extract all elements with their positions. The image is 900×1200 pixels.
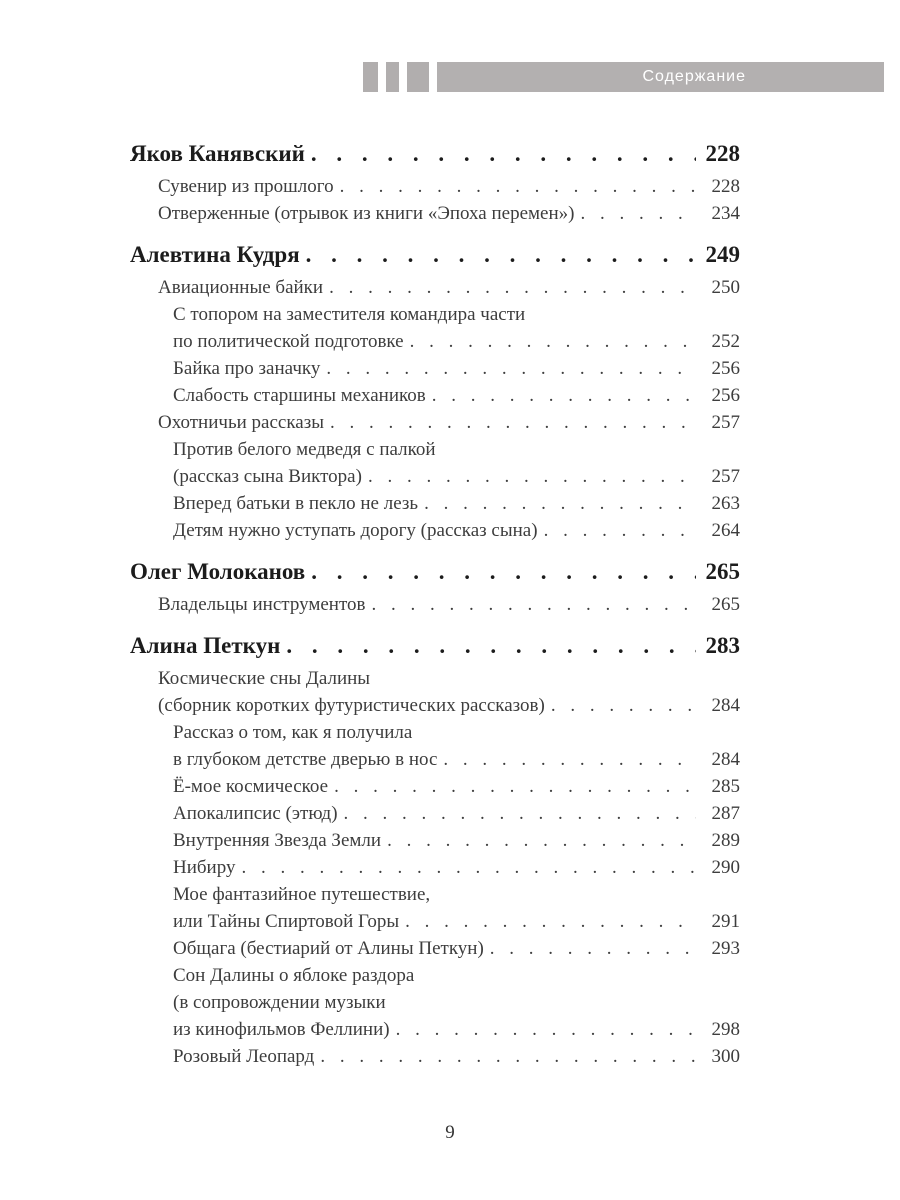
toc-entry-title: (в сопровождении музыки [173,992,386,1013]
toc-row [130,827,740,854]
dot-leader [574,200,696,227]
toc-entry-page: 265 [705,559,740,584]
toc-entry-title: Яков Канявский [130,141,305,166]
toc-row [130,773,740,800]
page-header-title: Содержание [642,68,746,85]
page-number: 9 [445,1122,455,1143]
dot-leader [390,1016,696,1043]
toc-row [130,1043,740,1070]
toc-row [130,382,740,409]
toc-entry-page: 264 [711,520,740,541]
toc-entry-page: 287 [711,803,740,824]
toc-entry-page: 234 [711,203,740,224]
toc-row [130,274,740,301]
toc-entry-title: из кинофильмов Феллини) [173,1019,390,1040]
toc-entry-title: (сборник коротких футуристических рассказов) [158,695,545,716]
toc-row [130,301,740,328]
toc-entry-page: 256 [711,385,740,406]
dot-leader [320,355,696,382]
dot-leader [484,935,696,962]
toc-entry-page: 263 [711,493,740,514]
toc-row [130,908,740,935]
dot-leader [545,692,696,719]
toc-entry-title: Владельцы инструментов [158,594,366,615]
toc-row [130,800,740,827]
toc-entry-page: 293 [711,938,740,959]
header-bar-main [437,62,884,92]
toc-entry-page: 252 [711,331,740,352]
toc-entry-title: Охотничьи рассказы [158,412,324,433]
dot-leader [538,517,696,544]
toc-entry-page: 298 [711,1019,740,1040]
toc-entry-title: Рассказ о том, как я получила [173,722,413,743]
toc-row [130,962,740,989]
toc-entry-title: Олег Молоканов [130,559,306,584]
toc-row [130,200,740,227]
toc-row [130,139,740,169]
toc-row [130,1016,740,1043]
toc-entry-title: или Тайны Спиртовой Горы [173,911,400,932]
toc-row [130,989,740,1016]
dot-leader [437,746,696,773]
toc-row [130,409,740,436]
toc-entry-title: Байка про заначку [173,358,321,379]
dot-leader [404,328,696,355]
dot-leader [426,382,696,409]
toc-row [130,631,740,661]
toc-entry-title: Розовый Леопард [173,1046,315,1067]
toc-entry-title: Ё-мое космическое [173,776,329,797]
toc-row [130,881,740,908]
toc-entry-title: С топором на заместителя командира части [173,304,526,325]
toc-entry-title: Алевтина Кудря [130,242,300,267]
toc-entry-title: в глубоком детстве дверью в нос [173,749,438,770]
toc-row [130,719,740,746]
dot-leader [314,1043,696,1070]
toc-entry-page: 256 [711,358,740,379]
header-bar-segment-1 [363,62,378,92]
toc-entry-title: Алина Петкун [130,633,281,658]
toc-entry-title: Космические сны Далины [158,668,371,689]
toc-list [130,126,740,1070]
toc-entry-title: Слабость старшины механиков [173,385,426,406]
toc-entry-title: Против белого медведя с палкой [173,439,436,460]
dot-leader [362,463,696,490]
dot-leader [235,854,696,881]
dot-leader [324,409,696,436]
toc-entry-page: 283 [705,633,740,658]
page-header-bar [363,62,884,92]
toc-row [130,557,740,587]
toc-entry-page: 291 [711,911,740,932]
toc-entry-title: Вперед батьки в пекло не лезь [173,493,419,514]
toc-entry-title: Внутренняя Звезда Земли [173,830,382,851]
header-bar-segment-3 [407,62,429,92]
toc-entry-title: Апокалипсис (этюд) [173,803,338,824]
toc-row [130,746,740,773]
toc-entry-page: 285 [711,776,740,797]
toc-entry-title: Сон Далины о яблоке раздора [173,965,415,986]
toc-row [130,240,740,270]
toc-entry-page: 284 [711,695,740,716]
toc-entry-title: Мое фантазийное путешествие, [173,884,431,905]
toc-entry-page: 284 [711,749,740,770]
toc-entry-page: 250 [711,277,740,298]
toc-entry-page: 228 [705,141,740,166]
toc-row [130,463,740,490]
toc-entry-page: 289 [711,830,740,851]
toc-row [130,328,740,355]
toc-row [130,490,740,517]
toc-entry-page: 290 [711,857,740,878]
dot-leader [338,800,696,827]
dot-leader [305,557,696,587]
dot-leader [334,173,696,200]
toc-entry-page: 300 [711,1046,740,1067]
toc-row [130,854,740,881]
toc-entry-title: Детям нужно уступать дорогу (рассказ сына) [173,520,538,541]
dot-leader [328,773,696,800]
dot-leader [280,631,696,661]
toc-entry-title: Сувенир из прошлого [158,176,334,197]
toc-entry-title: Авиационные байки [158,277,324,298]
toc-row [130,591,740,618]
toc-row [130,173,740,200]
dot-leader [381,827,696,854]
toc-entry-title: по политической подготовке [173,331,404,352]
toc-row [130,517,740,544]
toc-row [130,436,740,463]
toc-row [130,355,740,382]
dot-leader [399,908,696,935]
toc-row [130,692,740,719]
toc-entry-title: (рассказ сына Виктора) [173,466,362,487]
toc-entry-page: 257 [711,412,740,433]
toc-entry-title: Нибиру [173,857,236,878]
toc-entry-page: 228 [711,176,740,197]
dot-leader [305,139,696,169]
dot-leader [365,591,696,618]
toc-entry-page: 265 [711,594,740,615]
toc-row [130,665,740,692]
toc-entry-title: Общага (бестиарий от Алины Петкун) [173,938,484,959]
header-bar-segment-2 [386,62,399,92]
toc-entry-title: Отверженные (отрывок из книги «Эпоха перемен») [158,203,575,224]
dot-leader [300,240,696,270]
toc-entry-page: 249 [705,242,740,267]
dot-leader [418,490,696,517]
dot-leader [323,274,696,301]
toc-entry-page: 257 [711,466,740,487]
toc-row [130,935,740,962]
